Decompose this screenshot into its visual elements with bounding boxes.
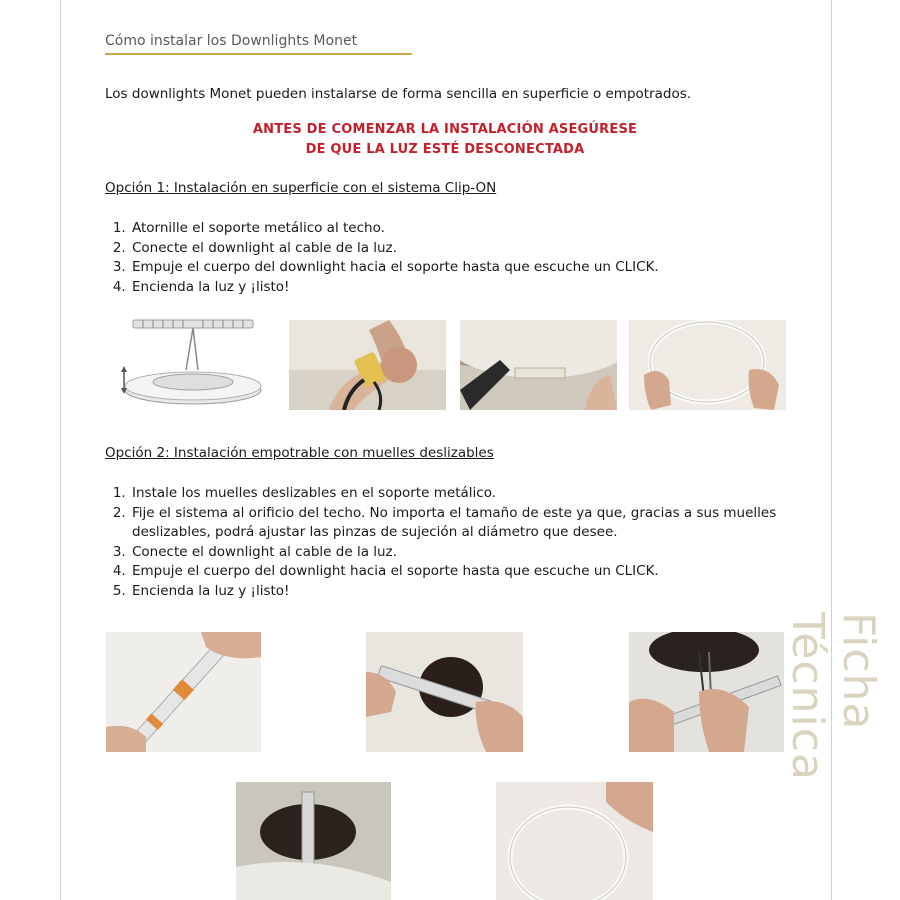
option-2-steps [105,484,810,601]
option-2-heading: Opción 2: Instalación empotrable con muelles deslizables [105,445,494,461]
photo-connecting-cable [289,320,446,410]
photo-fixing-to-ceiling [366,632,523,752]
title-underline [105,53,412,55]
photo-finished-recessed [496,782,653,900]
step-item: 1. Instale los muelles deslizables en el soporte metálico. [130,484,810,504]
ficha-tecnica-label: Ficha Técnica [782,612,884,781]
step-item: 4. Encienda la luz y ¡listo! [130,278,810,298]
photo-installing-springs [106,632,261,752]
option-1-steps [105,219,810,297]
photo-pushing-body [460,320,617,410]
step-item: 1. Atornille el soporte metálico al techo. [130,219,810,239]
intro-paragraph: Los downlights Monet pueden instalarse de forma sencilla en superficie o empotrados. [105,86,692,102]
document-title: Cómo instalar los Downlights Monet [105,33,358,49]
step-item: 3. Conecte el downlight al cable de la luz. [130,543,810,563]
step-item: 3. Empuje el cuerpo del downlight hacia el soporte hasta que escuche un CLICK. [130,258,810,278]
warning-line-1: ANTES DE COMENZAR LA INSTALACIÓN ASEGÚRESE [252,122,638,137]
step-item: 2. Conecte el downlight al cable de la luz. [130,239,810,259]
diagram-clip-on-fixture [118,312,268,417]
warning-line-2: DE QUE LA LUZ ESTÉ DESCONECTADA [305,142,585,157]
step-item: 5. Encienda la luz y ¡listo! [130,582,810,602]
photo-connecting-cable-recessed [629,632,784,752]
step-item: 2. Fije el sistema al orificio del techo. No importa el tamaño de este ya que, gracias a sus muelles deslizables, podrá ajustar las pinzas de sujeción al diámetro que desee. [130,504,810,543]
option-1-heading: Opción 1: Instalación en superficie con el sistema Clip-ON [105,180,497,196]
step-item: 4. Empuje el cuerpo del downlight hacia el soporte hasta que escuche un CLICK. [130,562,810,582]
photo-finished-fixture [629,320,786,410]
photo-pushing-body-recessed [236,782,391,900]
